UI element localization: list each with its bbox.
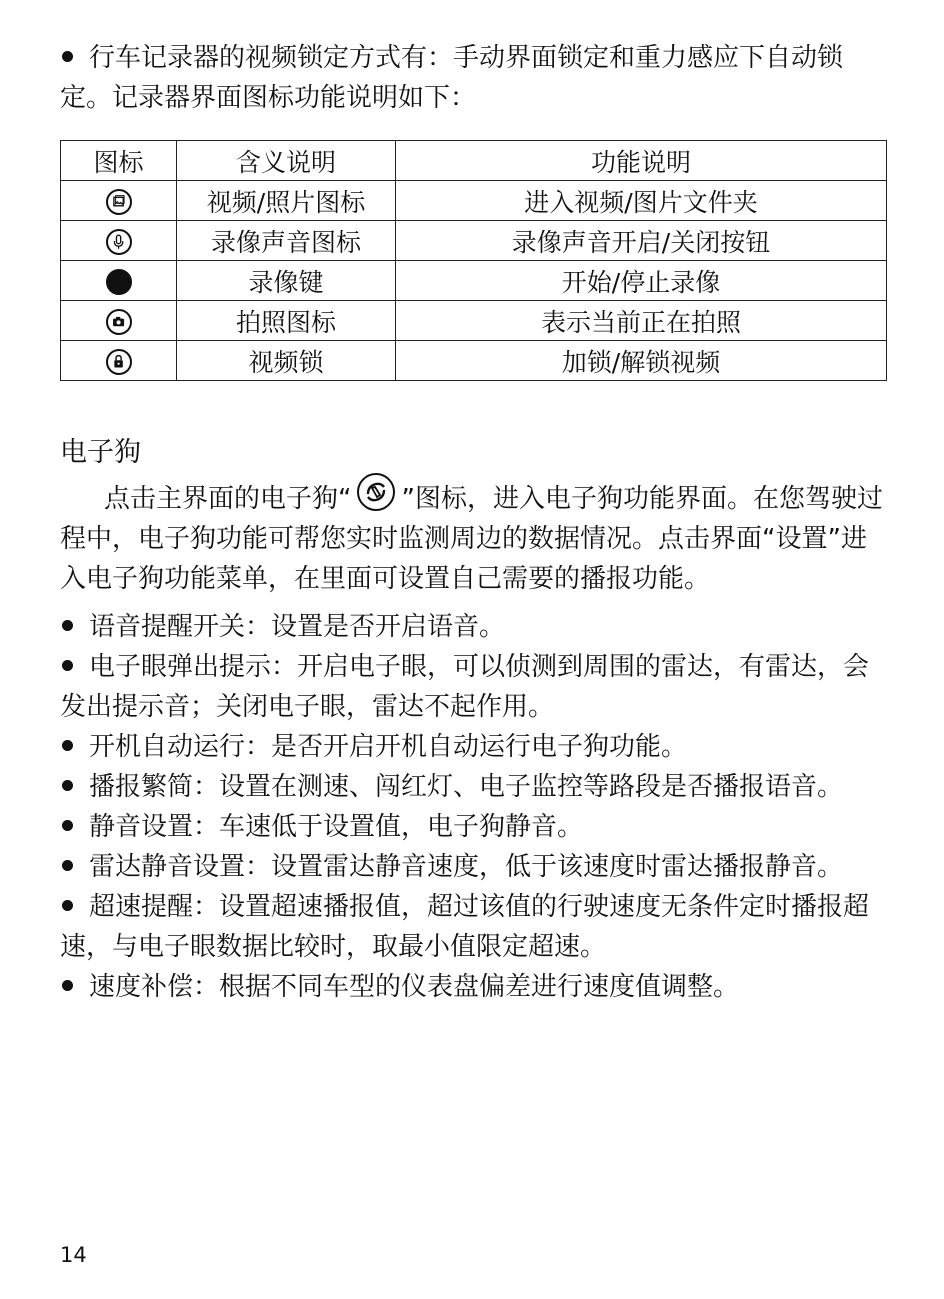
icon-table [60,140,887,381]
list-item: 语音提醒开关：设置是否开启语音。 [60,607,890,647]
section-title: 电子狗 [60,437,141,468]
list-item: 静音设置：车速低于设置值，电子狗静音。 [60,807,890,847]
list-item: 速度补偿：根据不同车型的仪表盘偏差进行速度值调整。 [60,967,890,1007]
row-function: 表示当前正在拍照 [396,301,887,341]
header-function: 功能说明 [396,141,887,181]
row-function: 录像声音开启/关闭按钮 [396,221,887,261]
bullet-dot [62,900,73,911]
bullet-dot [62,51,73,62]
list-item: 雷达静音设置：设置雷达静音速度，低于该速度时雷达播报静音。 [60,847,890,887]
lock-icon [106,349,132,375]
intro-paragraph [60,38,890,118]
list-item: 开机自动运行：是否开启开机自动运行电子狗功能。 [60,727,890,767]
bullet-dot [62,860,73,871]
dog-text-before: 点击主界面的电子狗“ [104,484,352,514]
row-meaning: 拍照图标 [177,301,396,341]
header-meaning: 含义说明 [177,141,396,181]
header-icon: 图标 [61,141,177,181]
intro-text: 行车记录器的视频锁定方式有：手动界面锁定和重力感应下自动锁定。记录器界面图标功能说明如下： [60,43,844,113]
row-function: 进入视频/图片文件夹 [396,181,887,221]
microphone-icon [106,229,132,255]
list-item: 播报繁简：设置在测速、闯红灯、电子监控等路段是否播报语音。 [60,767,890,807]
table-row [61,261,887,301]
dog-text-after: ”图标，进入电子狗功能界面。在您驾驶过程中，电子狗功能可帮您实时监测周边的数据情况。点击界面“设置”进入电子狗功能菜单，在里面可设置自己需要的播报功能。 [60,484,883,594]
row-meaning: 视频锁 [177,341,396,381]
photo-video-icon [106,189,132,215]
list-item: 超速提醒：设置超速播报值，超过该值的行驶速度无条件定时播报超速，与电子眼数据比较时，取最小值限定超速。 [60,892,870,962]
dog-description [60,473,890,599]
list-item: 电子眼弹出提示：开启电子眼，可以侦测到周围的雷达，有雷达，会发出提示音；关闭电子眼，雷达不起作用。 [60,652,870,722]
row-meaning: 录像键 [177,261,396,301]
row-meaning: 视频/照片图标 [177,181,396,221]
radar-dog-icon [357,473,395,511]
bullet-dot [62,980,73,991]
row-function: 开始/停止录像 [396,261,887,301]
bullet-dot [62,820,73,831]
bullet-dot [62,740,73,751]
table-header-row [61,141,887,181]
table-row [61,341,887,381]
bullet-dot [62,780,73,791]
table-row [61,181,887,221]
table-row [61,221,887,261]
bullet-dot [62,620,73,631]
row-meaning: 录像声音图标 [177,221,396,261]
table-row [61,301,887,341]
record-dot-icon [106,269,132,295]
settings-list [60,607,890,1007]
page-number: 14 [60,1243,87,1267]
camera-icon [106,309,132,335]
row-function: 加锁/解锁视频 [396,341,887,381]
bullet-dot [62,660,73,671]
manual-page [60,38,890,1007]
